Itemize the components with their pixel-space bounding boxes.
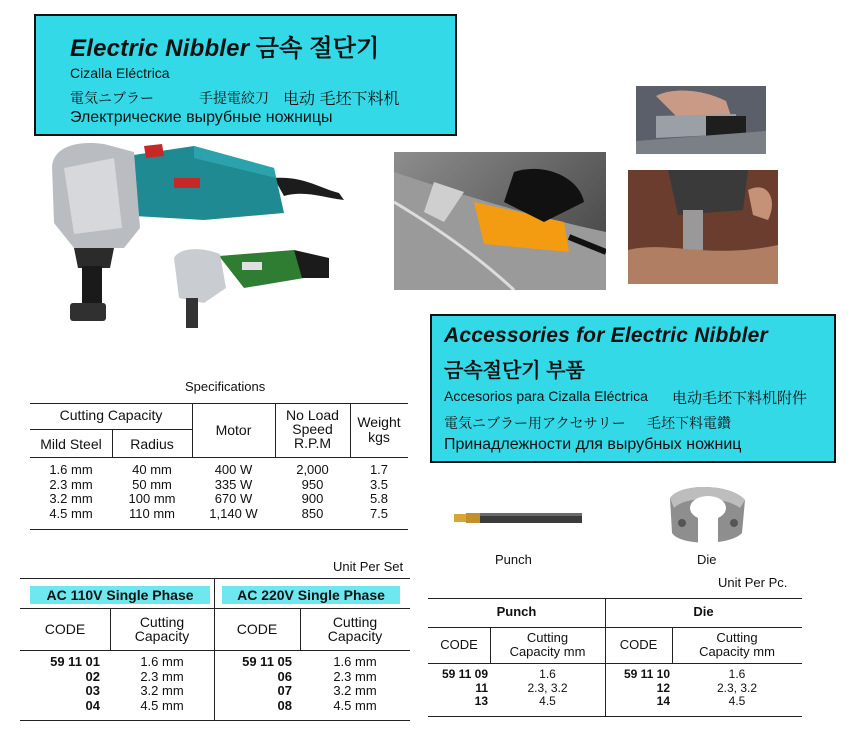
spec-cell: 100 mm [128,491,176,506]
cap-cell: 2.3, 3.2 [716,680,758,695]
cap-cell: 4.5 mm [140,697,184,713]
punch-cap-header-line2: Capacity mm [509,644,586,659]
header-rpm: R.P.M [293,435,332,451]
code-header-220: CODE [236,621,278,637]
punch-code-header: CODE [440,637,478,652]
cap-header-110-line2: Capacity [134,628,190,644]
die-caps-col [672,668,802,709]
spec-speed-col [275,463,350,521]
cap-cell: 1.6 [728,667,746,681]
header-kgs: kgs [368,429,390,445]
cap-cell: 2.3, 3.2 [527,680,568,695]
header-no-load: No Load [286,407,339,423]
unit-per-pc-label: Unit Per Pc. [718,575,788,590]
nibbler-in-use-photo [394,152,606,290]
spec-cell: 50 mm [132,476,172,492]
accessories-title-chinese-trad: 毛坯下料電鑽 [647,415,731,431]
accessories-title-japanese: 電気ニブラー用アクセサリー [444,415,626,431]
accessories-title-korean: 금속절단기 부품 [444,360,585,382]
spec-cell: 40 mm [132,462,172,477]
spec-mild-steel-col [30,463,112,521]
code-cell: 07 [277,683,292,698]
nibbler-closeup-photo [636,86,766,154]
accessories-title-spanish: Accesorios para Cizalla Eléctrica [444,388,648,404]
punch-label: Punch [495,552,532,567]
code-cell: 06 [277,668,292,684]
code-cell: 12 [656,680,670,695]
spec-cell: 3.5 [369,476,389,492]
header-speed: Speed [292,421,333,437]
die-code-header: CODE [619,637,658,652]
accessories-title-box [430,314,836,463]
code-cell: 03 [85,683,100,698]
code-cell: 11 [475,680,488,695]
spec-radius-col [112,463,192,521]
code-cell: 59 11 10 [623,667,670,681]
punch-header: Punch [496,604,537,619]
code-header-110: CODE [44,621,86,637]
accessories-title-chinese-simp: 电动毛坯下料机附件 [672,390,808,407]
main-title-box [34,14,457,136]
main-title [70,28,380,63]
die-cap-header-line2: Capacity mm [699,644,775,659]
cap-cell: 3.2 mm [140,683,184,698]
spec-cell: 110 mm [129,505,175,521]
spec-cell: 4.5 mm [49,505,93,521]
code-cell: 14 [656,694,670,708]
punch-cap-header-line1: Cutting [526,630,569,645]
header-radius: Radius [130,436,174,452]
code-cell: 08 [277,697,292,713]
cap-cell: 4.5 [728,694,746,708]
spec-motor-col [192,463,275,521]
spec-cell: 400 W [214,462,253,477]
cap-cell: 3.2 mm [333,683,377,698]
code-cell: 59 11 01 [50,654,100,669]
accessories-title-russian: Принадлежности для вырубных ножниц [444,436,742,453]
code-cell: 59 11 09 [441,667,488,681]
unit-per-set-label: Unit Per Set [333,559,404,574]
cap-cell: 2.3 mm [333,668,377,684]
codes-220-col [214,655,292,713]
die-label: Die [697,552,717,567]
punch-image [452,508,584,528]
cap-cell: 1.6 mm [140,654,184,669]
code-cell: 04 [85,697,100,713]
cap-cell: 4.5 [539,694,556,708]
code-cell: 59 11 05 [242,654,292,669]
title-korean: 금속 절단기 [255,35,380,62]
cap-cell: 1.6 [539,667,556,681]
phase-110-badge: AC 110V Single Phase [30,586,210,604]
spec-cell: 670 W [214,491,253,506]
accessories-title-english: Accessories for Electric Nibbler [444,324,768,347]
header-motor: Motor [215,422,252,438]
spec-cell: 7.5 [369,505,389,521]
spec-cell: 2.3 mm [49,476,93,492]
title-english: Electric Nibbler [70,35,250,62]
spec-cell: 335 W [214,476,253,492]
codes-110-col [20,655,100,713]
spec-cell: 5.8 [369,491,389,506]
caps-220-col [300,655,410,713]
title-spanish: Cizalla Eléctrica [70,65,170,81]
cap-cell: 2.3 mm [140,668,184,684]
electric-nibbler-image [44,138,354,348]
nibbler-cutting-photo [628,170,778,284]
title-chinese-trad: 手提電絞刀 [199,90,269,106]
cap-header-220-line2: Capacity [327,628,383,644]
code-cell: 13 [474,694,488,708]
die-codes-col [605,668,670,709]
specifications-caption: Specifications [185,379,266,394]
cap-cell: 4.5 mm [333,697,377,713]
title-chinese-simp: 电动 毛坯下料机 [283,91,400,108]
spec-cell: 900 [301,491,324,506]
code-cell: 02 [85,668,100,684]
die-image [660,478,750,550]
punch-caps-col [490,668,605,709]
punch-codes-col [428,668,488,709]
spec-cell: 850 [301,505,324,521]
cap-header-220-line1: Cutting [332,614,378,630]
die-header: Die [693,604,714,619]
caps-110-col [110,655,214,713]
phase-220-badge: AC 220V Single Phase [222,586,400,604]
spec-cell: 3.2 mm [49,491,93,506]
header-mild-steel: Mild Steel [40,436,102,452]
title-russian: Электрические вырубные ножницы [70,109,333,126]
cap-cell: 1.6 mm [333,654,377,669]
header-cutting-capacity: Cutting Capacity [59,407,163,423]
spec-cell: 950 [301,476,324,492]
spec-cell: 2,000 [296,462,329,477]
title-japanese: 電気ニブラー [70,90,154,106]
spec-cell: 1.7 [369,462,389,477]
spec-cell: 1.6 mm [49,462,93,477]
header-weight: Weight [357,414,401,430]
cap-header-110-line1: Cutting [139,614,185,630]
spec-weight-col [350,463,408,521]
spec-cell: 1,140 W [209,505,258,521]
die-cap-header-line1: Cutting [716,630,758,645]
